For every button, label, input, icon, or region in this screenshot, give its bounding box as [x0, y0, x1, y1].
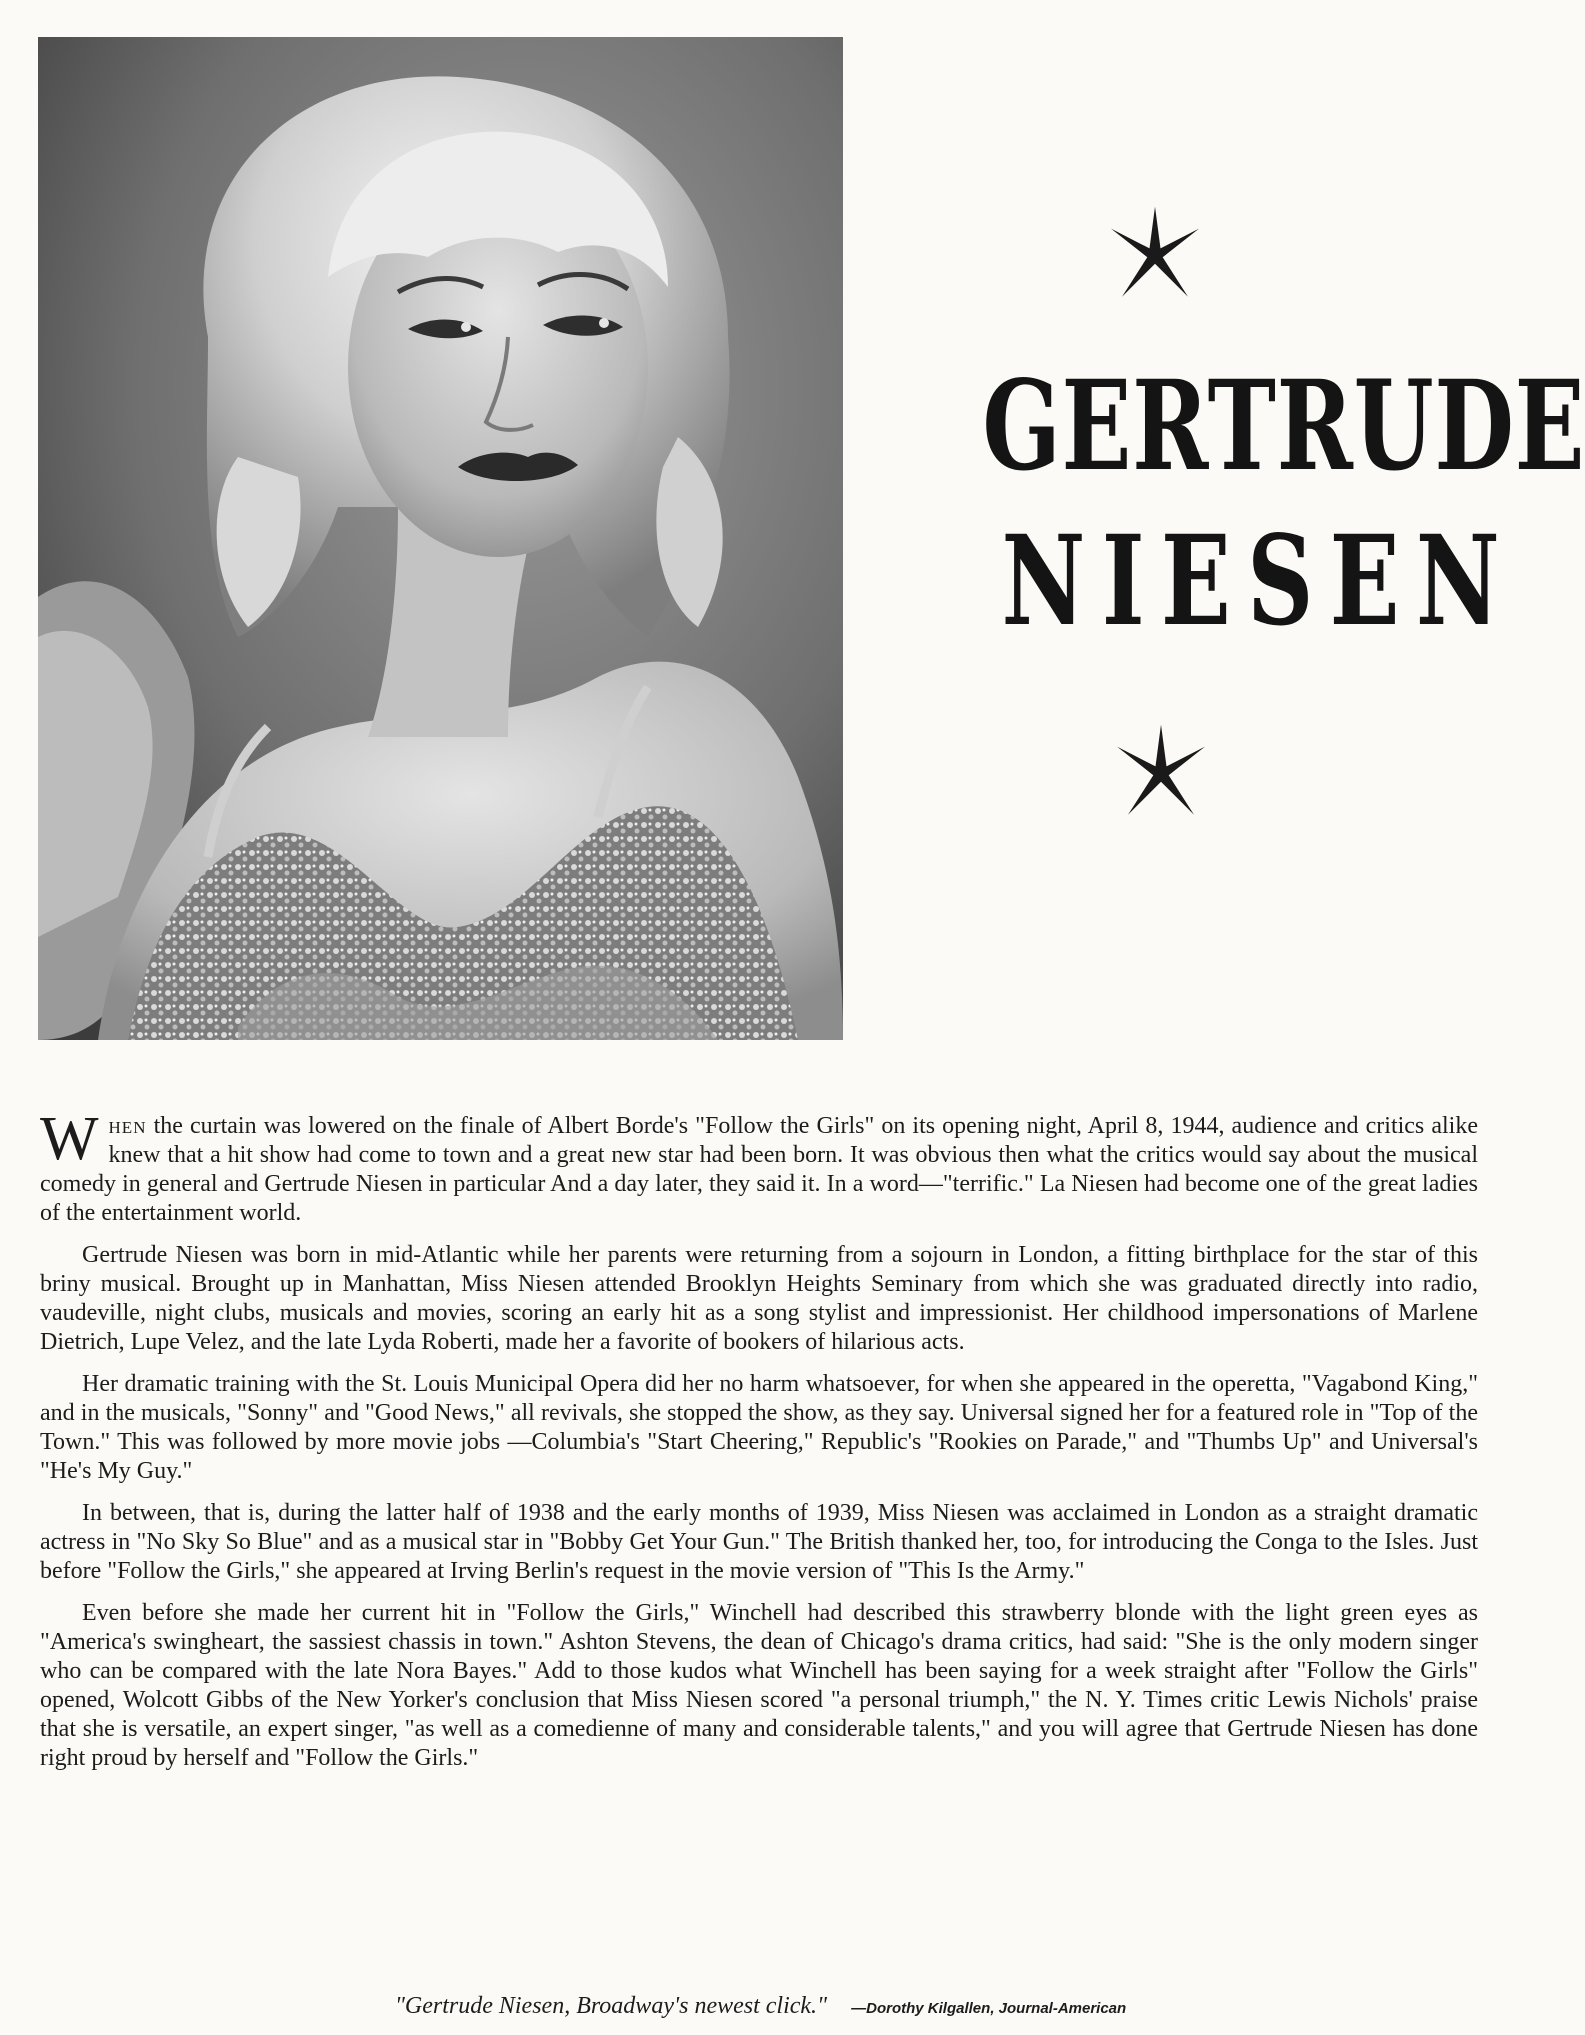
- quote-text: "Gertrude Niesen, Broadway's newest click.": [394, 1993, 828, 2019]
- biography-article: [40, 1105, 1478, 1786]
- star-ornament-bottom: [1106, 718, 1216, 828]
- article-paragraph-1: [40, 1105, 1478, 1228]
- paragraph-1-text: the curtain was lowered on the finale of Albert Borde's "Follow the Girls" on its opening night, April 8, 1944, audience and critics alike knew that a hit show had come to town and a great new star had been born. It was obvious then what the critics would say about the musical comedy in general and Gertrude Niesen in particular And a day later, they said it. In a word—"terrific." La Niesen had become one of the great ladies of the entertainment world.: [40, 1113, 1478, 1226]
- name-last-heading: NIESEN: [1001, 509, 1517, 654]
- press-quote: [0, 1993, 1521, 2020]
- article-paragraph-3: Her dramatic training with the St. Louis Municipal Opera did her no harm whatsoever, for when she appeared in the operetta, "Vagabond King," and in the musicals, "Sonny" and "Good News," all revivals, she stopped the show, as they say. Universal signed her for a featured role in "Top of the Town." This was followed by more movie jobs —Columbia's "Start Cheering," Republic's "Rookies on Parade," and "Thumbs Up" and Universal's "He's My Guy.": [40, 1371, 1478, 1484]
- article-paragraph-2: Gertrude Niesen was born in mid-Atlantic while her parents were returning from a sojourn in London, a fitting birthplace for the star of this briny musical. Brought up in Manhattan, Miss Niesen attended Brooklyn Heights Seminary from which she was graduated directly into radio, vaudeville, night clubs, musicals and movies, scoring an early hit as a song stylist and impressionist. Her childhood impersonations of Marlene Dietrich, Lupe Velez, and the late Lyda Roberti, made her a favorite of bookers of hilarious acts.: [40, 1242, 1478, 1355]
- lead-in: hen: [108, 1113, 147, 1139]
- article-paragraph-5: Even before she made her current hit in "Follow the Girls," Winchell had described this strawberry blonde with the light green eyes as "America's swingheart, the sassiest chassis in town." Ashton Stevens, the dean of Chicago's drama critics, had said: "She is the only modern singer who can be compared with the late Nora Bayes." Add to those kudos what Winchell has been saying for a week straight after "Follow the Girls" opened, Wolcott Gibbs of the New Yorker's conclusion that Miss Niesen scored "a personal triumph," the N. Y. Times critic Lewis Nichols' praise that she is versatile, an expert singer, "as well as a comedienne of many and considerable talents," and you will agree that Gertrude Niesen has done right proud by herself and "Follow the Girls.": [40, 1600, 1478, 1771]
- portrait-photo-icon: [38, 37, 843, 1040]
- six-point-star-icon: [1100, 200, 1210, 310]
- drop-cap: W: [40, 1105, 99, 1173]
- portrait-photo: [38, 37, 843, 1040]
- quote-credit: —Dorothy Kilgallen, Journal-American: [851, 2000, 1127, 2017]
- article-paragraph-4: In between, that is, during the latter half of 1938 and the early months of 1939, Miss Niesen was acclaimed in London as a straight dramatic actress in "No Sky So Blue" and as a musical star in "Bobby Get Your Gun." The British thanked her, too, for introducing the Conga to the Isles. Just before "Follow the Girls," she appeared at Irving Berlin's request in the movie version of "This Is the Army.": [40, 1500, 1478, 1584]
- name-first-heading: GERTRUDE: [982, 354, 1585, 499]
- star-ornament-top: [1100, 200, 1210, 310]
- six-point-star-icon: [1106, 718, 1216, 828]
